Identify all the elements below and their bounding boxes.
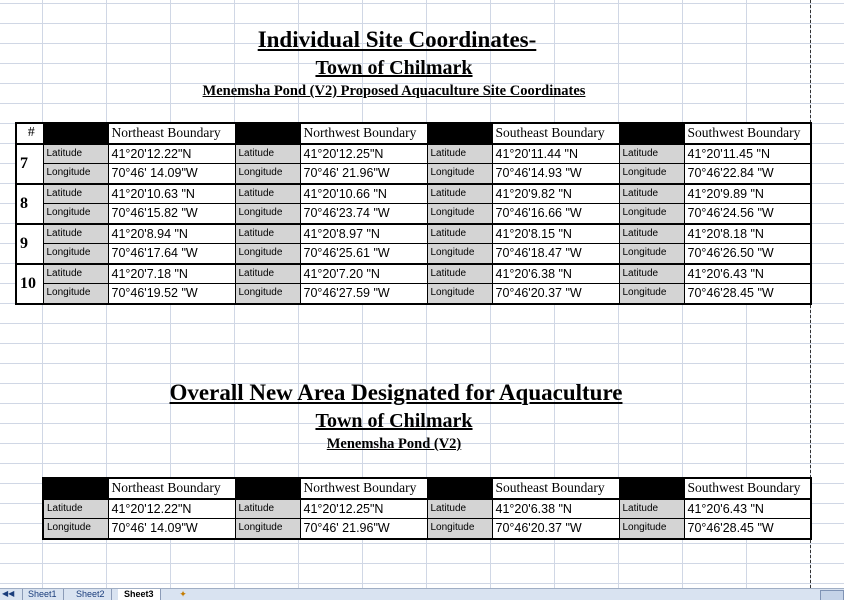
section2-subtitle: Menemsha Pond (V2) (326, 436, 462, 452)
header-black-cell (619, 478, 684, 499)
latitude-label: Latitude (619, 499, 684, 519)
coord-cell[interactable]: 70°46'19.52 "W (108, 284, 235, 304)
longitude-label: Longitude (427, 204, 492, 224)
latitude-row (16, 184, 811, 204)
tab-sheet2[interactable]: Sheet2 (70, 589, 112, 600)
site-number[interactable]: 9 (16, 224, 43, 264)
longitude-label: Longitude (235, 284, 300, 304)
coord-cell[interactable]: 41°20'9.89 "N (684, 184, 811, 204)
latitude-label: Latitude (619, 184, 684, 204)
coord-cell[interactable]: 70°46' 14.09"W (108, 164, 235, 184)
latitude-label: Latitude (619, 264, 684, 284)
coord-cell[interactable]: 70°46'25.61 "W (300, 244, 427, 264)
coord-cell[interactable]: 70°46'26.50 "W (684, 244, 811, 264)
longitude-label: Longitude (619, 244, 684, 264)
longitude-label: Longitude (427, 164, 492, 184)
latitude-label: Latitude (43, 224, 108, 244)
tab-sheet1[interactable]: Sheet1 (22, 589, 64, 600)
longitude-row (16, 204, 811, 224)
latitude-label: Latitude (427, 224, 492, 244)
header-northeast[interactable]: Northeast Boundary (108, 478, 235, 499)
coord-cell[interactable]: 70°46' 21.96"W (300, 164, 427, 184)
latitude-row (16, 224, 811, 244)
insert-sheet-icon[interactable]: ✦ (179, 589, 187, 599)
coord-cell[interactable]: 41°20'9.82 "N (492, 184, 619, 204)
header-southwest[interactable]: Southwest Boundary (684, 478, 811, 499)
latitude-row (16, 144, 811, 164)
coord-cell[interactable]: 41°20'6.43 "N (684, 264, 811, 284)
latitude-label: Latitude (619, 144, 684, 164)
longitude-label: Longitude (235, 164, 300, 184)
coord-cell[interactable]: 41°20'7.18 "N (108, 264, 235, 284)
longitude-label: Longitude (43, 519, 108, 539)
longitude-label: Longitude (619, 284, 684, 304)
header-northeast[interactable]: Northeast Boundary (108, 123, 235, 144)
coord-cell[interactable]: 41°20'8.18 "N (684, 224, 811, 244)
header-southeast[interactable]: Southeast Boundary (492, 478, 619, 499)
header-northwest[interactable]: Northwest Boundary (300, 123, 427, 144)
tab-sheet3[interactable]: Sheet3 (118, 589, 161, 600)
coord-cell[interactable]: 41°20'8.94 "N (108, 224, 235, 244)
header-northwest[interactable]: Northwest Boundary (300, 478, 427, 499)
coord-cell[interactable]: 41°20'6.38 "N (492, 499, 619, 519)
coord-cell[interactable]: 41°20'12.25"N (300, 144, 427, 164)
latitude-label: Latitude (235, 264, 300, 284)
coord-cell[interactable]: 41°20'6.38 "N (492, 264, 619, 284)
coord-cell[interactable]: 70°46' 21.96"W (300, 519, 427, 539)
latitude-label: Latitude (427, 144, 492, 164)
header-southwest[interactable]: Southwest Boundary (684, 123, 811, 144)
longitude-label: Longitude (43, 244, 108, 264)
latitude-label: Latitude (235, 184, 300, 204)
coord-cell[interactable]: 41°20'8.97 "N (300, 224, 427, 244)
coord-cell[interactable]: 70°46'23.74 "W (300, 204, 427, 224)
longitude-label: Longitude (427, 244, 492, 264)
longitude-row (16, 244, 811, 264)
section1-title: Individual Site Coordinates- (257, 27, 537, 52)
latitude-label: Latitude (427, 264, 492, 284)
coord-cell[interactable]: 41°20'12.22"N (108, 499, 235, 519)
number-header: # (16, 123, 43, 144)
header-black-cell (619, 123, 684, 144)
table-header-row (43, 478, 811, 499)
longitude-row (16, 284, 811, 304)
longitude-label: Longitude (235, 519, 300, 539)
coord-cell[interactable]: 70°46'28.45 "W (684, 284, 811, 304)
site-coordinates-table (15, 122, 812, 305)
header-black-cell (427, 123, 492, 144)
site-number[interactable]: 8 (16, 184, 43, 224)
longitude-label: Longitude (619, 204, 684, 224)
header-black-cell (43, 123, 108, 144)
latitude-label: Latitude (619, 224, 684, 244)
longitude-label: Longitude (619, 164, 684, 184)
coord-cell[interactable]: 70°46'22.84 "W (684, 164, 811, 184)
coord-cell[interactable]: 70°46'14.93 "W (492, 164, 619, 184)
table-header-row (16, 123, 811, 144)
longitude-label: Longitude (43, 204, 108, 224)
coord-cell[interactable]: 70°46' 14.09"W (108, 519, 235, 539)
header-black-cell (43, 478, 108, 499)
sheet-tab-bar (0, 588, 844, 600)
longitude-row (16, 164, 811, 184)
section1-town: Town of Chilmark (315, 57, 473, 79)
coord-cell[interactable]: 41°20'12.25"N (300, 499, 427, 519)
section1-subtitle: Menemsha Pond (V2) Proposed Aquaculture Site Coordinates (202, 83, 586, 99)
coord-cell[interactable]: 70°46'28.45 "W (684, 519, 811, 539)
latitude-row (16, 264, 811, 284)
longitude-label: Longitude (235, 244, 300, 264)
latitude-label: Latitude (427, 184, 492, 204)
site-number[interactable]: 7 (16, 144, 43, 184)
longitude-label: Longitude (235, 204, 300, 224)
header-black-cell (235, 123, 300, 144)
coord-cell[interactable]: 41°20'12.22"N (108, 144, 235, 164)
longitude-label: Longitude (427, 284, 492, 304)
overall-area-table (42, 477, 812, 540)
coord-cell[interactable]: 70°46'16.66 "W (492, 204, 619, 224)
longitude-row (43, 519, 811, 539)
first-sheet-icon[interactable]: ◀◀ (2, 589, 15, 598)
coord-cell[interactable]: 41°20'10.63 "N (108, 184, 235, 204)
latitude-label: Latitude (235, 224, 300, 244)
coord-cell[interactable]: 41°20'11.45 "N (684, 144, 811, 164)
coord-cell[interactable]: 70°46'18.47 "W (492, 244, 619, 264)
header-southeast[interactable]: Southeast Boundary (492, 123, 619, 144)
longitude-label: Longitude (427, 519, 492, 539)
latitude-label: Latitude (43, 264, 108, 284)
header-black-cell (235, 478, 300, 499)
latitude-label: Latitude (43, 184, 108, 204)
header-black-cell (427, 478, 492, 499)
coord-cell[interactable]: 41°20'11.44 "N (492, 144, 619, 164)
coord-cell[interactable]: 70°46'20.37 "W (492, 284, 619, 304)
coord-cell[interactable]: 41°20'7.20 "N (300, 264, 427, 284)
section2-town: Town of Chilmark (315, 410, 473, 432)
longitude-label: Longitude (43, 284, 108, 304)
coord-cell[interactable]: 70°46'20.37 "W (492, 519, 619, 539)
latitude-label: Latitude (235, 499, 300, 519)
coord-cell[interactable]: 41°20'8.15 "N (492, 224, 619, 244)
section2-title: Overall New Area Designated for Aquaculture (169, 380, 623, 405)
latitude-row (43, 499, 811, 519)
latitude-label: Latitude (43, 144, 108, 164)
coord-cell[interactable]: 70°46'15.82 "W (108, 204, 235, 224)
coord-cell[interactable]: 70°46'17.64 "W (108, 244, 235, 264)
coord-cell[interactable]: 41°20'6.43 "N (684, 499, 811, 519)
coord-cell[interactable]: 70°46'27.59 "W (300, 284, 427, 304)
latitude-label: Latitude (427, 499, 492, 519)
latitude-label: Latitude (43, 499, 108, 519)
coord-cell[interactable]: 70°46'24.56 "W (684, 204, 811, 224)
longitude-label: Longitude (43, 164, 108, 184)
latitude-label: Latitude (235, 144, 300, 164)
coord-cell[interactable]: 41°20'10.66 "N (300, 184, 427, 204)
site-number[interactable]: 10 (16, 264, 43, 304)
longitude-label: Longitude (619, 519, 684, 539)
